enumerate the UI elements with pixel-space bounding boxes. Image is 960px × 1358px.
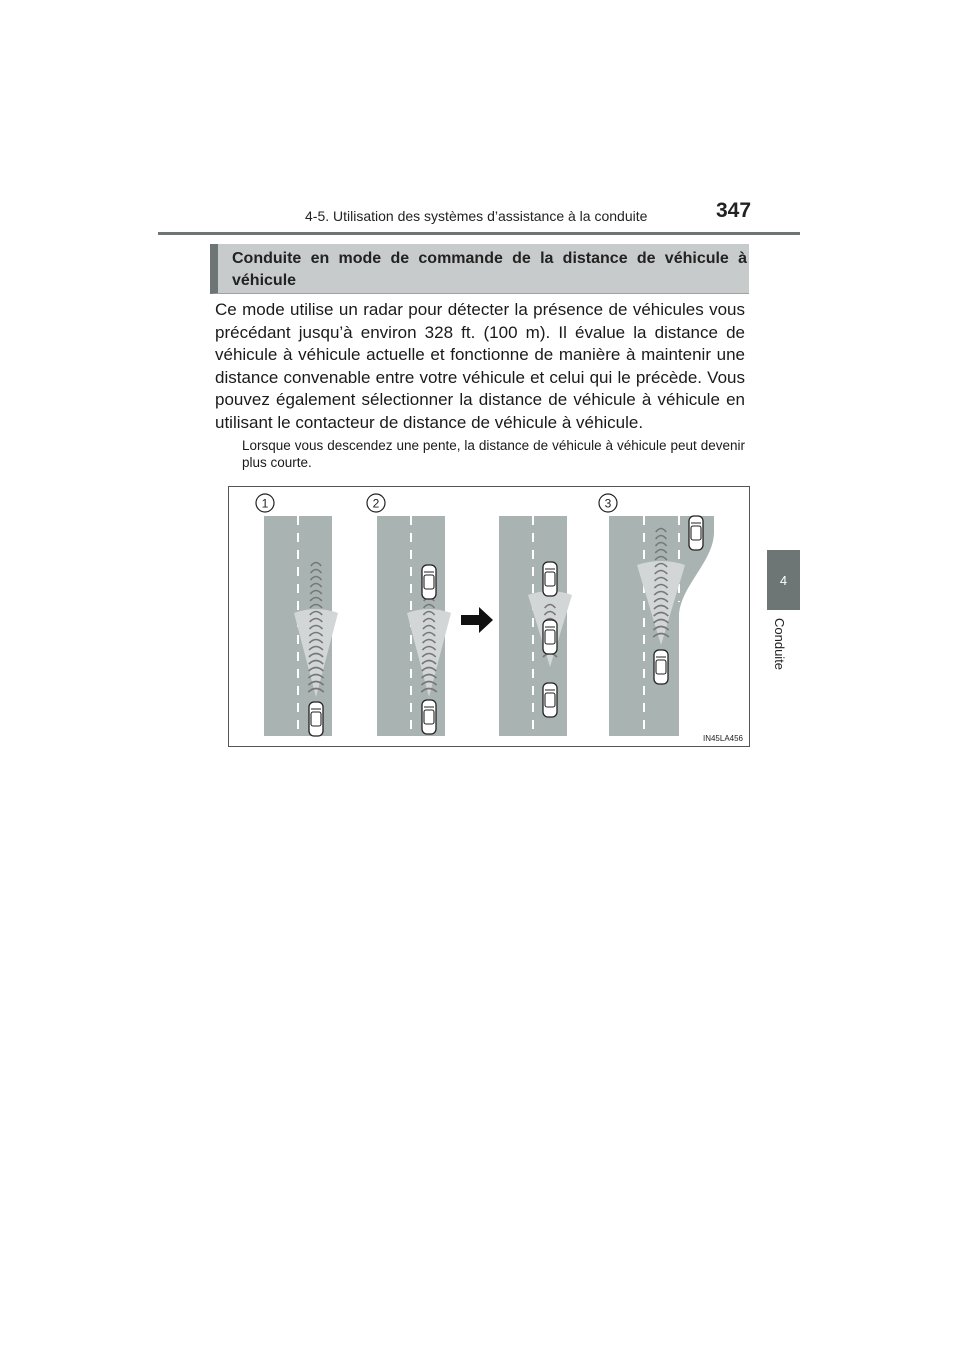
running-header: 4-5. Utilisation des systèmes d’assistance à la conduite — [305, 208, 648, 224]
car-own-2 — [422, 700, 436, 734]
car-preceding-3 — [543, 562, 557, 596]
body-paragraph: Ce mode utilise un radar pour détecter la présence de véhicules vous précédant jusqu’à environ 328 ft. (100 m). Il évalue la distance de véhicule à véhicule actuelle et fonctionne de manière à maintenir une distance convenable entre votre véhicule et celui qui le précède. Vous pouvez également sélectionner la distance de véhicule à véhicule en utilisant le contacteur de distance de véhicule à véhicule. — [215, 300, 745, 432]
illustration-frame — [228, 486, 750, 747]
car-preceding-2 — [422, 565, 436, 599]
page-number: 347 — [716, 199, 752, 222]
figure-label-3 — [599, 494, 617, 512]
car-preceding-4 — [689, 516, 703, 550]
chapter-number: 4 — [779, 572, 788, 588]
section-title: Conduite en mode de commande de la distance de véhicule à véhicule — [232, 250, 747, 289]
svg-text:2: 2 — [372, 496, 380, 511]
svg-text:1: 1 — [261, 496, 269, 511]
figure-code: IN45LA456 — [702, 734, 743, 743]
header-rule — [158, 232, 800, 235]
distance-control-illustration — [229, 487, 749, 746]
car-own-3 — [543, 683, 557, 717]
car-middle-3 — [543, 620, 557, 654]
section-header — [210, 244, 749, 294]
arrow-right-icon — [461, 607, 493, 633]
chapter-label: Conduite — [772, 618, 787, 671]
figure-label-2 — [367, 494, 385, 512]
chapter-tab — [767, 550, 800, 610]
svg-text:3: 3 — [604, 496, 612, 511]
note-paragraph: Lorsque vous descendez une pente, la distance de véhicule à véhicule peut devenir plus courte. — [242, 438, 745, 470]
car-own-4 — [654, 650, 668, 684]
figure-label-1 — [256, 494, 274, 512]
car-own-1 — [309, 702, 323, 736]
